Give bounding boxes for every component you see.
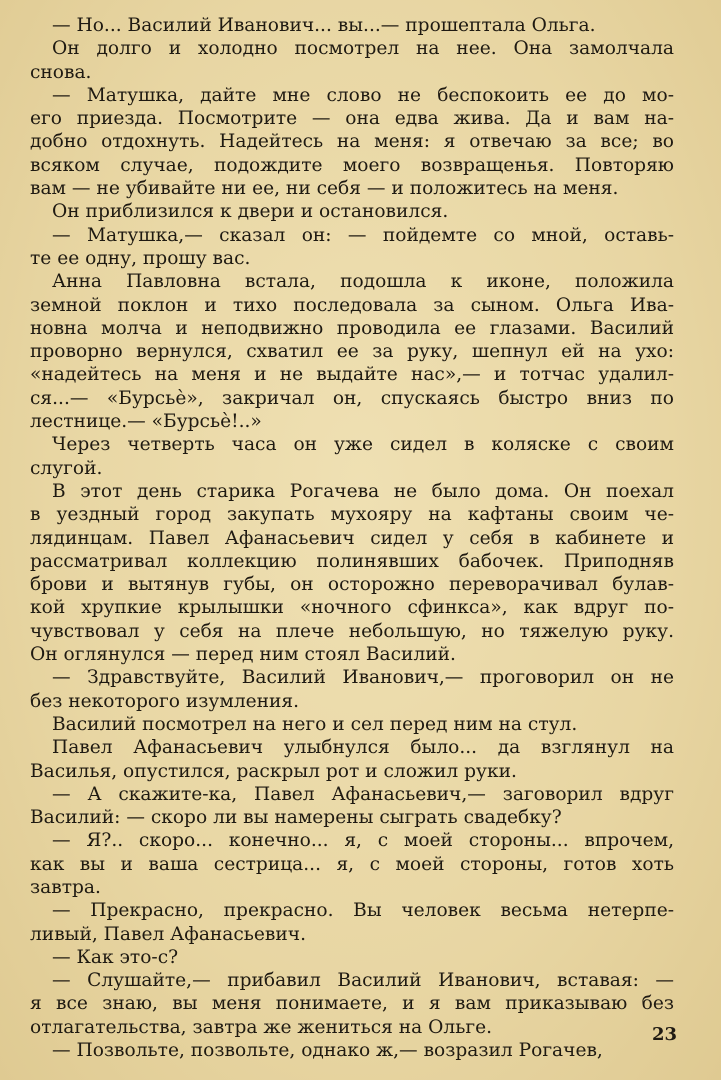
text-line: снова. (30, 61, 92, 83)
text-line: «надейтесь на меня и не выдайте нас»,— и тотчас удалил- (30, 364, 674, 386)
text-line: — Матушка, дайте мне слово не беспокоить ее до мо- (52, 84, 674, 106)
paragraph (30, 200, 674, 223)
text-line: — Я?.. скоро... конечно... я, с моей стороны... впрочем, (52, 830, 674, 852)
text-line: проворно вернулся, схватил ее за руку, шепнул ей на ухо: (30, 341, 674, 363)
paragraph (30, 829, 674, 899)
text-line: те ее одну, прошу вас. (30, 247, 251, 269)
text-line: как вы и ваша сестрица... я, с моей стороны, готов хоть (30, 853, 674, 875)
text-line: вам — не убивайте ни ее, ни себя — и положитесь на меня. (30, 178, 619, 200)
paragraph (30, 969, 674, 1039)
text-line: кой хрупкие крылышки «ночного сфинкса», как вдруг по- (30, 597, 674, 619)
page-number: 23 (652, 1024, 678, 1045)
text-line: — Но... Василий Иванович... вы...— прошептала Ольга. (52, 15, 596, 36)
text-line: в уездный город закупать мухояру на кафтаны своим че- (30, 504, 674, 526)
text-line: я все знаю, вы меня понимаете, и я вам приказываю без (30, 993, 674, 1015)
paragraph (30, 224, 674, 271)
text-line: ся...— «Бурсьѐ», закричал он, спускаясь быстро вниз по (30, 387, 674, 409)
text-line: слугой. (30, 457, 103, 479)
text-line: ливый, Павел Афанасьевич. (30, 923, 306, 945)
paragraph (30, 433, 674, 480)
text-line: завтра. (30, 876, 101, 898)
text-line: Василий посмотрел на него и сел перед ним на стул. (52, 713, 578, 735)
text-line: Он приблизился к двери и остановился. (52, 201, 449, 223)
text-line: брови и вытянув губы, он осторожно переворачивал булав- (30, 574, 674, 596)
paragraph (30, 270, 674, 433)
text-line: его приезда. Посмотрите — она едва жива. Да и вам на- (30, 108, 674, 130)
text-line: лестнице.— «Бурсьѐ!..» (30, 411, 262, 433)
text-line: — Прекрасно, прекрасно. Вы человек весьма нетерпе- (52, 900, 674, 922)
paragraph (30, 666, 674, 713)
paragraph (30, 14, 674, 37)
text-line: — Слушайте,— прибавил Василий Иванович, вставая: — (52, 970, 674, 992)
text-line: В этот день старика Рогачева не было дома. Он поехал (52, 480, 674, 502)
paragraph (30, 899, 674, 946)
paragraph (30, 946, 674, 969)
paragraph (30, 1039, 674, 1062)
paragraph (30, 713, 674, 736)
book-page-text (30, 14, 674, 1062)
text-line: отлагательства, завтра же жениться на Ольге. (30, 1016, 492, 1038)
text-line: — Как это-с? (52, 946, 179, 968)
paragraph (30, 480, 674, 666)
text-line: — Здравствуйте, Василий Иванович,— проговорил он не (52, 667, 674, 689)
text-line: Василий: — скоро ли вы намерены сыграть свадебку? (30, 807, 562, 829)
text-line: — Позвольте, позвольте, однако ж,— возразил Рогачев, (52, 1040, 603, 1062)
text-line: — А скажите-ка, Павел Афанасьевич,— заговорил вдруг (52, 783, 674, 805)
paragraph (30, 84, 674, 200)
text-line: лядинцам. Павел Афанасьевич сидел у себя в кабинете и (30, 527, 674, 549)
text-line: Он оглянулся — перед ним стоял Василий. (30, 644, 456, 666)
text-line: Павел Афанасьевич улыбнулся было... да взглянул на (52, 737, 674, 759)
text-line: земной поклон и тихо последовала за сыном. Ольга Ива- (30, 294, 674, 316)
text-line: рассматривал коллекцию полинявших бабочек. Приподняв (30, 550, 674, 572)
text-line: новна молча и неподвижно проводила ее глазами. Василий (30, 317, 674, 339)
paragraph (30, 783, 674, 830)
text-line: Он долго и холодно посмотрел на нее. Она замолчала (52, 38, 674, 60)
text-line: Анна Павловна встала, подошла к иконе, положила (52, 271, 674, 293)
text-line: Через четверть часа он уже сидел в коляске с своим (52, 434, 674, 456)
text-line: Василья, опустился, раскрыл рот и сложил руки. (30, 760, 517, 782)
text-line: всяком случае, подождите моего возвращенья. Повторяю (30, 154, 674, 176)
text-line: чувствовал у себя на плече небольшую, но тяжелую руку. (30, 620, 674, 642)
paragraph (30, 736, 674, 783)
text-line: добно отдохнуть. Надейтесь на меня: я отвечаю за все; во (30, 131, 674, 153)
paragraph (30, 37, 674, 84)
text-line: — Матушка,— сказал он: — пойдемте со мной, оставь- (52, 224, 674, 246)
text-line: без некоторого изумления. (30, 690, 300, 712)
